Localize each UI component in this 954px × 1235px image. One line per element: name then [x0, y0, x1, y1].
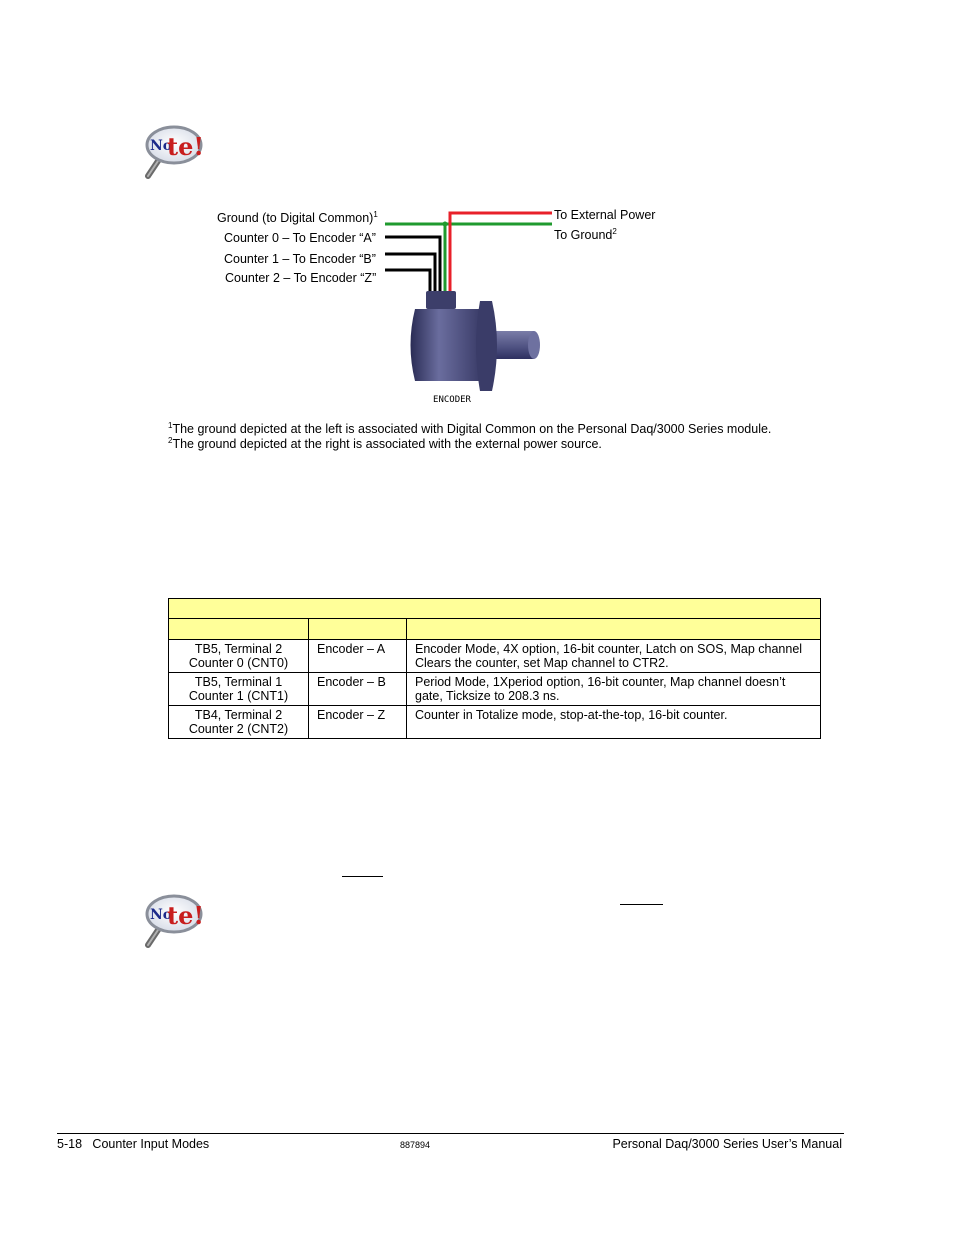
- header-cell-encoder: [309, 619, 407, 640]
- encoder-flange: [476, 301, 497, 391]
- table-row: [169, 673, 821, 706]
- header-cell-terminal: [169, 619, 309, 640]
- table-header-row: [169, 619, 821, 640]
- wire-counter2: [385, 270, 430, 300]
- encoder-cell: Encoder – A: [317, 642, 386, 656]
- svg-text:te!: te!: [167, 132, 204, 161]
- table-row: [169, 640, 821, 673]
- footnote-1: $^1$The ground depicted at the left is associated with Digital Common on the Personal Daq/3000 Series module.: [168, 420, 772, 436]
- svg-text:No: No: [150, 907, 173, 923]
- terminal-cell: TB4, Terminal 2 Counter 2 (CNT2): [188, 708, 289, 736]
- footnote-2: $^2$The ground depicted at the right is associated with the external power source.: [168, 435, 602, 451]
- encoder-connector: [426, 291, 456, 309]
- encoder-counter-table: [168, 598, 821, 739]
- svg-text:te!: te!: [167, 901, 204, 930]
- svg-text:No: No: [150, 138, 173, 154]
- counter0-label: Counter 0 – To Encoder “A”: [224, 231, 376, 245]
- footer-page-section: 5-18 Counter Input Modes: [57, 1137, 210, 1151]
- encoder-cell: Encoder – B: [317, 675, 386, 689]
- encoder-cell: Encoder – Z: [317, 708, 386, 722]
- terminal-cell: TB5, Terminal 2 Counter 0 (CNT0): [188, 642, 289, 670]
- header-cell-description: [407, 619, 821, 640]
- footer-manual-title: Personal Daq/3000 Series User’s Manual: [612, 1137, 842, 1151]
- table-title-cell: [169, 599, 821, 619]
- ground-label: Ground (to Digital Common)$^1$: [217, 209, 378, 225]
- underline-mark: [620, 904, 663, 905]
- table-title-row: [169, 599, 821, 619]
- description-cell: Encoder Mode, 4X option, 16-bit counter, Latch on SOS, Map channel Clears the counter, set Map channel to CTR2.: [415, 642, 803, 670]
- footer-doc-number: 887894: [400, 1140, 431, 1150]
- wire-external-power: [450, 213, 552, 300]
- description-cell: Period Mode, 1Xperiod option, 16-bit counter, Map channel doesn’t gate, Ticksize to 208.3 ns.: [415, 675, 786, 703]
- terminal-cell: TB5, Terminal 1 Counter 1 (CNT1): [188, 675, 289, 703]
- encoder-wiring-diagram: [380, 205, 560, 410]
- ext-power-label: To External Power: [554, 208, 656, 222]
- description-cell: Counter in Totalize mode, stop-at-the-top, 16-bit counter.: [415, 708, 728, 722]
- note-magnifier-icon: [140, 124, 204, 180]
- table-row: [169, 706, 821, 739]
- note-magnifier-icon: [140, 893, 204, 949]
- footer-rule: [57, 1133, 844, 1134]
- underline-mark: [342, 876, 383, 877]
- counter2-label: Counter 2 – To Encoder “Z”: [225, 271, 377, 285]
- to-ground-label: To Ground$^2$: [554, 226, 617, 242]
- encoder-label: ENCODER: [433, 395, 471, 405]
- counter1-label: Counter 1 – To Encoder “B”: [224, 252, 376, 266]
